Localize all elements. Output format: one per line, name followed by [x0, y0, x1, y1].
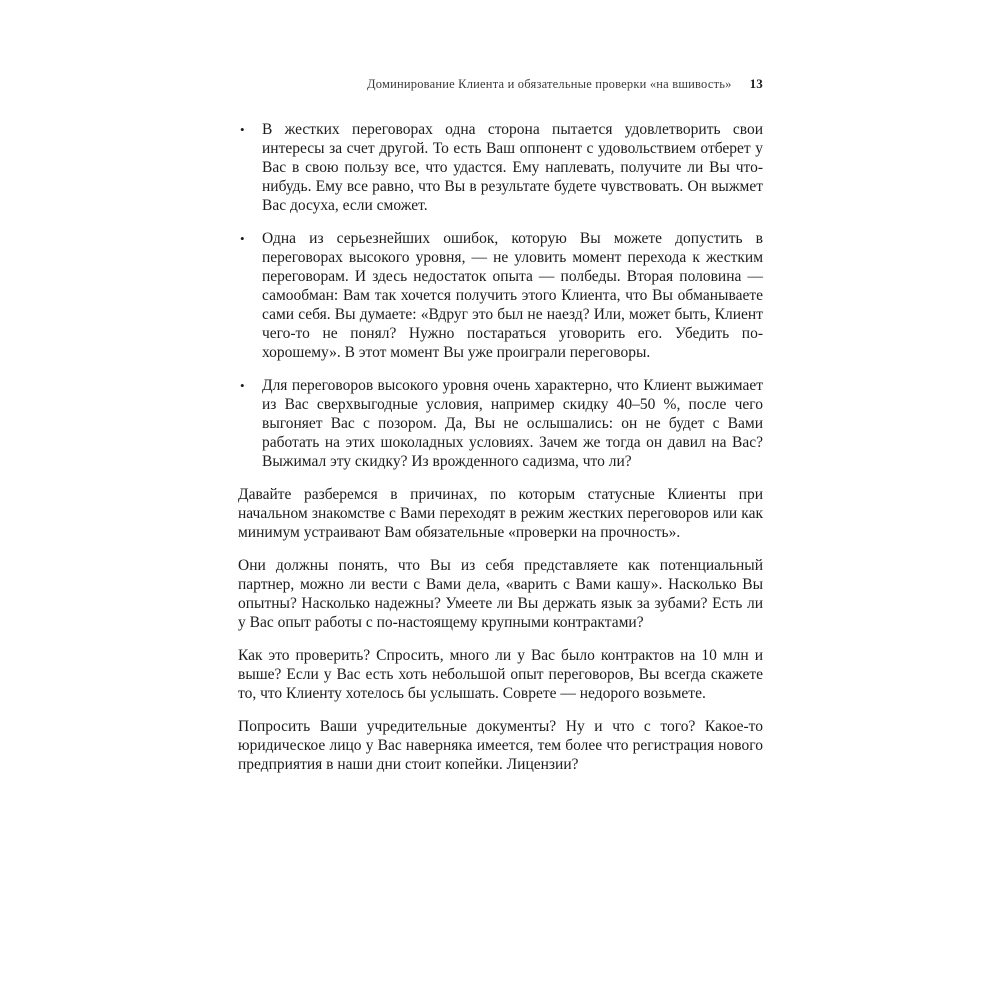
- bullet-list: [238, 120, 763, 471]
- running-header: [238, 76, 763, 92]
- bullet-item: [238, 120, 763, 215]
- paragraph: Попросить Ваши учредительные документы? Ну и что с того? Какое-то юридическое лицо у Вас наверняка имеется, тем более что регистрация нового предприятия в наши дни стоит копейки. Лицензии?: [238, 718, 763, 773]
- bullet-item: [238, 229, 763, 362]
- bullet-text: Для переговоров высокого уровня очень характерно, что Клиент выжимает из Вас сверхвыгодные условия, например скидку 40–50 %, после чего выгоняет Вас с позором. Да, Вы не ослышались: он не будет с Вами работать на этих шоколадных условиях. Зачем же тогда он давил на Вас? Выжимал эту скидку? Из врожденного садизма, что ли?: [262, 377, 763, 470]
- page-body: [238, 120, 763, 774]
- bullet-marker-icon: •: [240, 122, 245, 137]
- paragraph: Давайте разберемся в причинах, по которым статусные Клиенты при начальном знакомстве с Вами переходят в режим жестких переговоров или как минимум устраивают Вам обязательные «проверки на прочность».: [238, 486, 763, 541]
- text-column: [238, 76, 763, 788]
- paragraph: Как это проверить? Спросить, много ли у Вас было контрактов на 10 млн и выше? Если у Вас есть хоть небольшой опыт переговоров, Вы всегда скажете то, что Клиенту хотелось бы услышать. Соврете — недорого возьмете.: [238, 647, 763, 702]
- page-number: 13: [749, 76, 763, 91]
- bullet-marker-icon: •: [240, 378, 245, 393]
- bullet-marker-icon: •: [240, 231, 245, 246]
- paragraph: Они должны понять, что Вы из себя представляете как потенциальный партнер, можно ли вести с Вами дела, «варить с Вами кашу». Насколько Вы опытны? Насколько надежны? Умеете ли Вы держать язык за зубами? Есть ли у Вас опыт работы с по-настоящему крупными контрактами?: [238, 557, 763, 631]
- bullet-item: [238, 376, 763, 471]
- bullet-text: В жестких переговорах одна сторона пытается удовлетворить свои интересы за счет другой. То есть Ваш оппонент с удовольствием отберет у Вас в свою пользу все, что удастся. Ему наплевать, получите ли Вы что-нибудь. Ему все равно, что Вы в результате будете чувствовать. Он выжмет Вас досуха, если сможет.: [262, 121, 763, 214]
- bullet-text: Одна из серьезнейших ошибок, которую Вы можете допустить в переговорах высокого уровня, — не уловить момент перехода к жестким переговорам. И здесь недостаток опыта — полбеды. Вторая половина — самообман: Вам так хочется получить этого Клиента, что Вы обманываете сами себя. Вы думаете: «Вдруг это был не наезд? Или, может быть, Клиент чего-то не понял? Нужно постараться уговорить его. Убедить по-хорошему». В этот момент Вы уже проиграли переговоры.: [262, 230, 763, 361]
- running-title: Доминирование Клиента и обязательные проверки «на вшивость»: [367, 77, 732, 91]
